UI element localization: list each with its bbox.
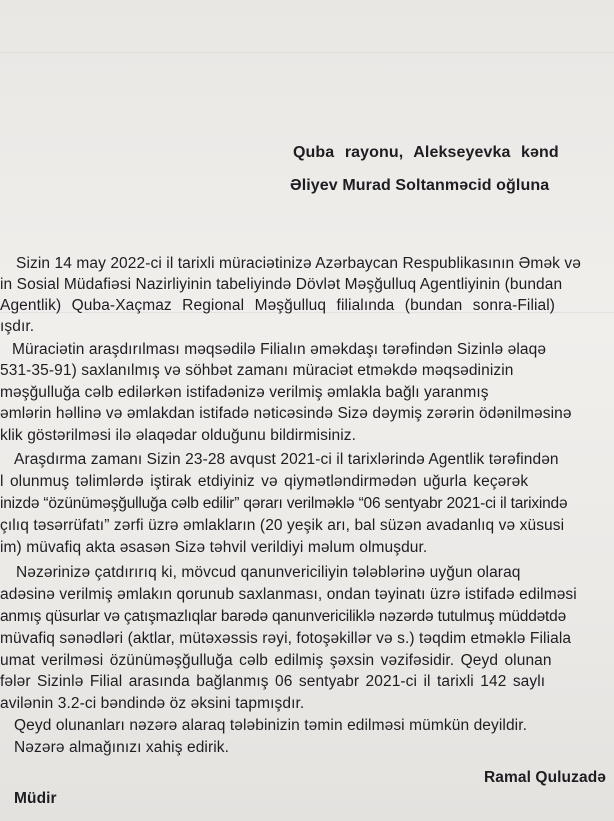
body-line: Nəzərə almağınızı xahiş edirik. (14, 739, 230, 756)
body-line: klik göstərilməsi ilə əlaqədar olduğunu bildirmisiniz. (0, 427, 357, 444)
recipient-address: Quba rayonu, Alekseyevka kənd (293, 144, 559, 161)
body-line: fələr Sizinlə Filial arasında bağlanmış 06 sentyabr 2021-ci il tarixli 142 saylı (0, 673, 546, 690)
body-line: avilənin 3.2-ci bəndində öz əksini tapmışdır. (0, 695, 305, 712)
body-line: Araşdırma zamanı Sizin 23-28 avqust 2021-ci il tarixlərində Agentlik tərəfindən (14, 451, 559, 468)
body-line: l olunmuş təlimlərdə iştirak etdiyiniz və qiymətləndirmədən uğurla keçərək (0, 473, 529, 490)
signatory-name: Ramal Quluzadə (484, 769, 606, 786)
body-line: Sizin 14 may 2022-ci il tarixli müraciətinizə Azərbaycan Respublikasının Əmək və (16, 255, 581, 272)
body-line: Agentlik) Quba-Xaçmaz Regional Məşğulluq filialında (bundan sonra-Filial) (0, 297, 556, 314)
body-line: im) müvafiq akta əsasən Sizə təhvil verildiyi məlum olmuşdur. (0, 539, 428, 556)
paper-fold-line (0, 52, 614, 53)
body-line: müvafiq sənədləri (aktlar, mütəxəssis rəyi, fotoşəkillər və s.) təqdim etməklə Filiala (0, 630, 572, 647)
body-line: adəsinə verilmiş əmlakın qorunub saxlanması, ondan təyinatı üzrə istifadə edilməsi (0, 586, 577, 603)
recipient-name: Əliyev Murad Soltanməcid oğluna (290, 177, 550, 194)
body-line: məşğulluğa cəlb edilərkən istifadənizə verilmiş əmlakla bağlı yaranmış (0, 384, 489, 401)
signatory-position: Müdir (14, 790, 57, 807)
body-line: inizdə “özünüməşğulluğa cəlb edilir” qərarı verilməklə “06 sentyabr 2021-ci il tarixində (0, 495, 568, 512)
body-line: in Sosial Müdafiəsi Nazirliyinin tabeliyində Dövlət Məşğulluq Agentliyinin (bundan (0, 276, 563, 293)
body-line: çılıq təsərrüfatı” zərfi üzrə əmlakların (20 yeşik arı, bal süzən avadanlıq və xüsusi (0, 517, 565, 534)
body-line: ışdır. (0, 318, 35, 335)
body-line: Nəzərinizə çatdırırıq ki, mövcud qanunvericiliyin tələblərinə uyğun olaraq (16, 564, 521, 581)
body-line: anmış qüsurlar və çatışmazlıqlar barədə qanunvericiliklə nəzərdə tutulmuş müddətdə (0, 608, 567, 625)
body-line: Qeyd olunanları nəzərə alaraq tələbinizin təmin edilməsi mümkün deyildir. (14, 717, 528, 734)
body-line: 531-35-91) saxlanılmış və söhbət zamanı müraciət etməkdə məqsədinizin (0, 362, 514, 379)
body-line: Müraciətin araşdırılması məqsədilə Filialın əməkdaşı tərəfindən Sizinlə əlaqə (12, 341, 547, 358)
body-line: əmlərin həllinə və əmlakdan istifadə nəticəsində Sizə dəymiş zərərin ödənilməsinə (0, 405, 572, 422)
body-line: umat verilməsi özünüməşğulluğa cəlb edilmiş şəxsin vəzifəsidir. Qeyd olunan (0, 652, 552, 669)
